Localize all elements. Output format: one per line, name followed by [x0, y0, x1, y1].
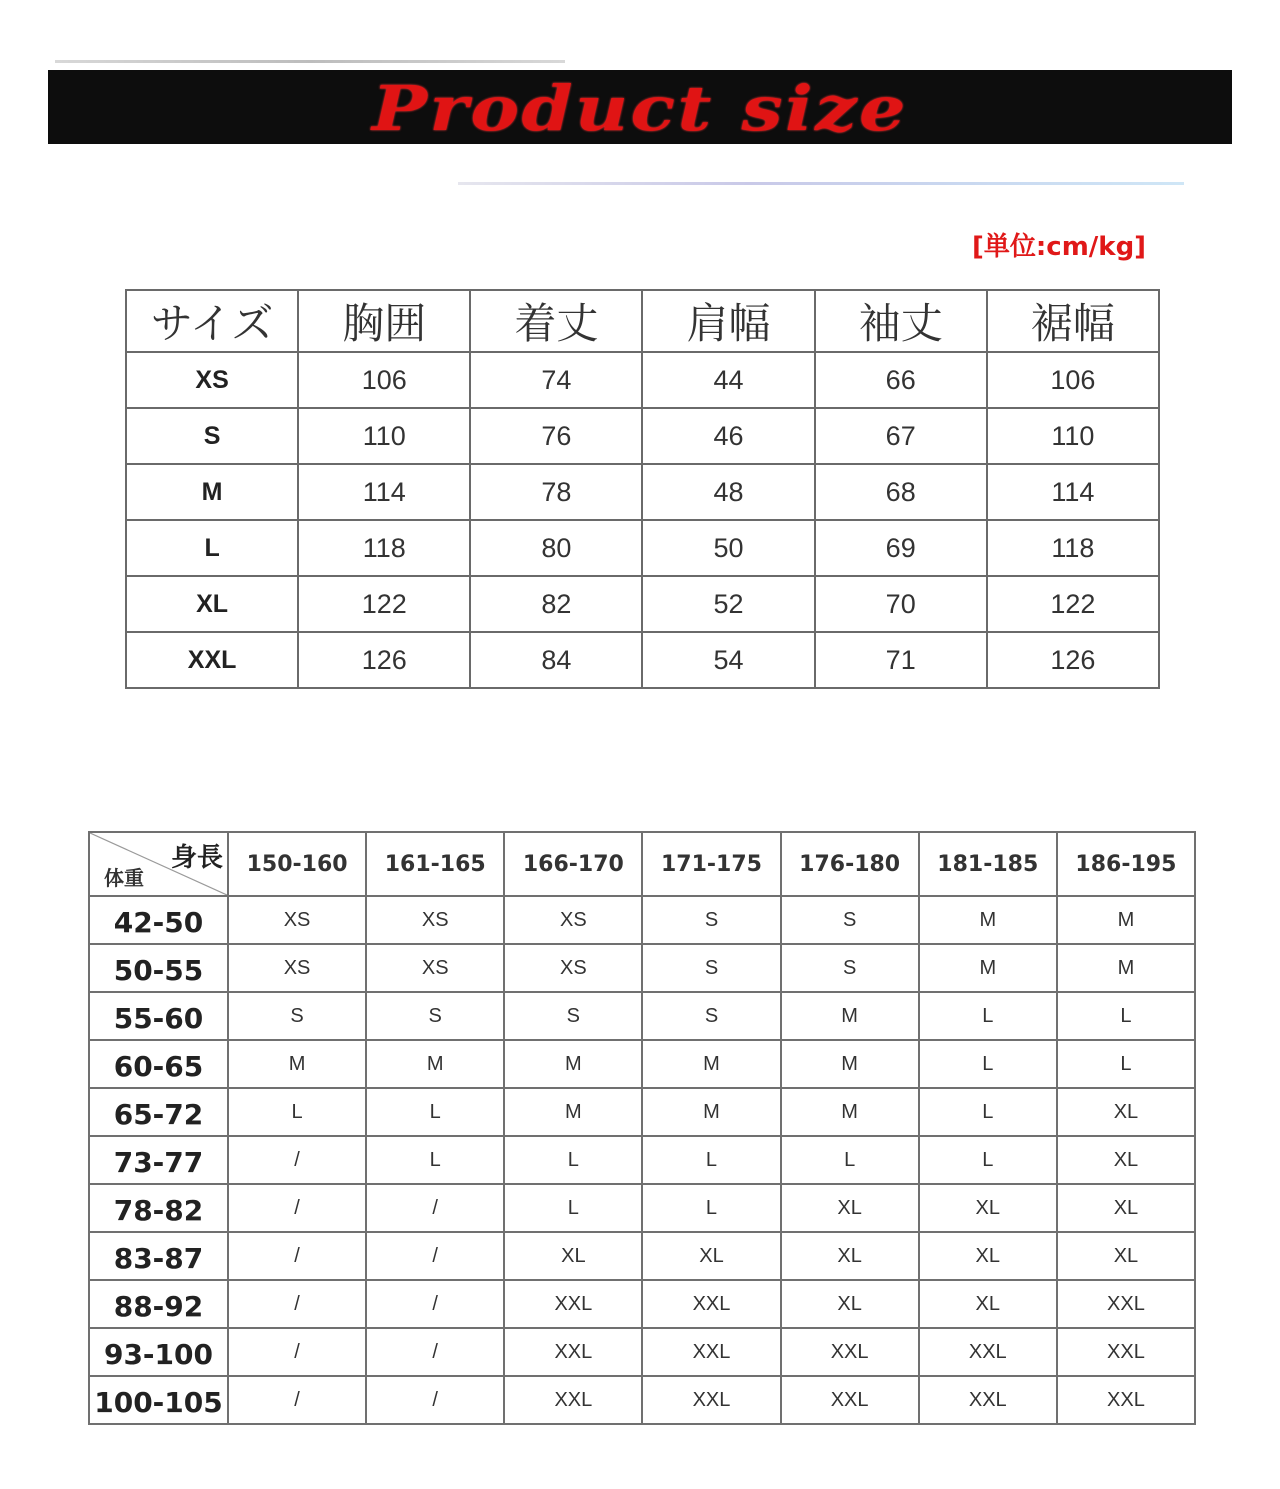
recommended-size-cell: L — [1057, 1040, 1195, 1088]
fit-table-row — [89, 1232, 1195, 1280]
recommended-size-cell: XXL — [781, 1376, 919, 1424]
fit-table-row — [89, 1088, 1195, 1136]
recommended-size-cell: XL — [781, 1280, 919, 1328]
header-sleeve: 袖丈 — [815, 290, 987, 352]
measurement-cell: 126 — [298, 632, 470, 688]
measurement-cell: 114 — [987, 464, 1159, 520]
recommended-size-cell: S — [642, 944, 780, 992]
fit-table-row — [89, 992, 1195, 1040]
corner-cell — [89, 832, 228, 896]
measurement-cell: 74 — [470, 352, 642, 408]
measurement-cell: 80 — [470, 520, 642, 576]
header-length: 着丈 — [470, 290, 642, 352]
recommended-size-cell: XXL — [642, 1280, 780, 1328]
recommended-size-cell: M — [1057, 896, 1195, 944]
measurement-cell: 78 — [470, 464, 642, 520]
recommended-size-cell: L — [366, 1088, 504, 1136]
recommended-size-cell: XL — [504, 1232, 642, 1280]
corner-weight-label: 体重 — [104, 866, 144, 890]
top-divider-line — [55, 60, 565, 63]
recommended-size-cell: XS — [228, 896, 366, 944]
height-range-header: 186-195 — [1057, 832, 1195, 896]
product-size-banner — [48, 70, 1232, 144]
measurement-cell: 46 — [642, 408, 814, 464]
measurement-cell: 70 — [815, 576, 987, 632]
height-range-header: 161-165 — [366, 832, 504, 896]
measurement-cell: 68 — [815, 464, 987, 520]
weight-range-cell: 65-72 — [89, 1088, 228, 1136]
recommended-size-cell: M — [781, 1088, 919, 1136]
recommended-size-cell: XXL — [642, 1328, 780, 1376]
recommended-size-cell: XXL — [504, 1280, 642, 1328]
fit-table-row — [89, 944, 1195, 992]
measurement-cell: 114 — [298, 464, 470, 520]
header-hem: 裾幅 — [987, 290, 1159, 352]
weight-range-cell: 73-77 — [89, 1136, 228, 1184]
weight-range-cell: 55-60 — [89, 992, 228, 1040]
measurement-cell: 84 — [470, 632, 642, 688]
recommended-size-cell: M — [1057, 944, 1195, 992]
recommended-size-cell: XL — [1057, 1136, 1195, 1184]
recommended-size-cell: / — [228, 1328, 366, 1376]
recommended-size-cell: XXL — [504, 1328, 642, 1376]
measurement-cell: 54 — [642, 632, 814, 688]
fit-table-row — [89, 1136, 1195, 1184]
size-table-row — [126, 576, 1159, 632]
measurement-cell: 66 — [815, 352, 987, 408]
recommended-size-cell: M — [504, 1088, 642, 1136]
recommended-size-cell: M — [642, 1088, 780, 1136]
recommended-size-cell: L — [504, 1136, 642, 1184]
recommended-size-cell: / — [228, 1232, 366, 1280]
recommended-size-cell: L — [642, 1184, 780, 1232]
recommended-size-cell: XXL — [781, 1328, 919, 1376]
measurement-cell: 52 — [642, 576, 814, 632]
weight-range-cell: 50-55 — [89, 944, 228, 992]
height-range-header: 176-180 — [781, 832, 919, 896]
recommended-size-cell: / — [366, 1184, 504, 1232]
recommended-size-cell: XS — [366, 944, 504, 992]
recommended-size-cell: S — [504, 992, 642, 1040]
recommended-size-cell: XXL — [919, 1376, 1057, 1424]
recommended-size-cell: / — [366, 1328, 504, 1376]
fit-table-row — [89, 1280, 1195, 1328]
recommended-size-cell: L — [228, 1088, 366, 1136]
weight-range-cell: 42-50 — [89, 896, 228, 944]
size-label-cell: XXL — [126, 632, 298, 688]
size-table-row — [126, 632, 1159, 688]
recommended-size-cell: M — [781, 992, 919, 1040]
recommended-size-cell: XS — [228, 944, 366, 992]
size-table-header-row — [126, 290, 1159, 352]
measurement-cell: 118 — [298, 520, 470, 576]
fit-guide-table — [88, 831, 1196, 1425]
recommended-size-cell: L — [919, 1088, 1057, 1136]
size-label-cell: XS — [126, 352, 298, 408]
header-size: サイズ — [126, 290, 298, 352]
recommended-size-cell: / — [228, 1280, 366, 1328]
fit-table-header-row — [89, 832, 1195, 896]
measurement-cell: 76 — [470, 408, 642, 464]
measurement-cell: 48 — [642, 464, 814, 520]
fit-table-row — [89, 896, 1195, 944]
weight-range-cell: 83-87 — [89, 1232, 228, 1280]
weight-range-cell: 78-82 — [89, 1184, 228, 1232]
recommended-size-cell: XS — [504, 896, 642, 944]
recommended-size-cell: XXL — [1057, 1376, 1195, 1424]
recommended-size-cell: S — [781, 944, 919, 992]
recommended-size-cell: / — [228, 1376, 366, 1424]
recommended-size-cell: S — [366, 992, 504, 1040]
weight-range-cell: 60-65 — [89, 1040, 228, 1088]
height-range-header: 171-175 — [642, 832, 780, 896]
recommended-size-cell: XL — [1057, 1088, 1195, 1136]
measurement-cell: 71 — [815, 632, 987, 688]
size-table-row — [126, 520, 1159, 576]
recommended-size-cell: M — [919, 944, 1057, 992]
recommended-size-cell: L — [1057, 992, 1195, 1040]
recommended-size-cell: M — [919, 896, 1057, 944]
recommended-size-cell: M — [504, 1040, 642, 1088]
recommended-size-cell: L — [781, 1136, 919, 1184]
size-measurement-table — [125, 289, 1160, 689]
recommended-size-cell: XXL — [504, 1376, 642, 1424]
measurement-cell: 82 — [470, 576, 642, 632]
recommended-size-cell: L — [919, 992, 1057, 1040]
corner-height-label: 身長 — [170, 843, 223, 873]
recommended-size-cell: / — [366, 1280, 504, 1328]
recommended-size-cell: L — [504, 1184, 642, 1232]
fit-table-row — [89, 1040, 1195, 1088]
recommended-size-cell: S — [642, 896, 780, 944]
recommended-size-cell: M — [228, 1040, 366, 1088]
recommended-size-cell: XL — [1057, 1232, 1195, 1280]
recommended-size-cell: L — [366, 1136, 504, 1184]
height-range-header: 150-160 — [228, 832, 366, 896]
recommended-size-cell: M — [366, 1040, 504, 1088]
measurement-cell: 44 — [642, 352, 814, 408]
size-label-cell: XL — [126, 576, 298, 632]
measurement-cell: 106 — [987, 352, 1159, 408]
fit-table-row — [89, 1376, 1195, 1424]
recommended-size-cell: S — [781, 896, 919, 944]
recommended-size-cell: XS — [366, 896, 504, 944]
recommended-size-cell: XL — [919, 1232, 1057, 1280]
recommended-size-cell: XXL — [1057, 1328, 1195, 1376]
weight-range-cell: 93-100 — [89, 1328, 228, 1376]
recommended-size-cell: XL — [642, 1232, 780, 1280]
recommended-size-cell: XXL — [1057, 1280, 1195, 1328]
header-shoulder: 肩幅 — [642, 290, 814, 352]
size-table-row — [126, 352, 1159, 408]
height-range-header: 166-170 — [504, 832, 642, 896]
measurement-cell: 110 — [298, 408, 470, 464]
unit-label: [単位:cm/kg] — [972, 232, 1147, 262]
recommended-size-cell: XL — [1057, 1184, 1195, 1232]
measurement-cell: 106 — [298, 352, 470, 408]
size-table-row — [126, 464, 1159, 520]
measurement-cell: 122 — [987, 576, 1159, 632]
recommended-size-cell: / — [366, 1376, 504, 1424]
recommended-size-cell: S — [228, 992, 366, 1040]
recommended-size-cell: XL — [919, 1280, 1057, 1328]
fit-table-row — [89, 1328, 1195, 1376]
recommended-size-cell: / — [366, 1232, 504, 1280]
measurement-cell: 110 — [987, 408, 1159, 464]
measurement-cell: 50 — [642, 520, 814, 576]
size-table-row — [126, 408, 1159, 464]
recommended-size-cell: L — [919, 1040, 1057, 1088]
weight-range-cell: 88-92 — [89, 1280, 228, 1328]
measurement-cell: 126 — [987, 632, 1159, 688]
recommended-size-cell: XL — [919, 1184, 1057, 1232]
recommended-size-cell: XXL — [919, 1328, 1057, 1376]
banner-underline — [458, 182, 1184, 185]
recommended-size-cell: XS — [504, 944, 642, 992]
recommended-size-cell: M — [781, 1040, 919, 1088]
measurement-cell: 122 — [298, 576, 470, 632]
recommended-size-cell: L — [642, 1136, 780, 1184]
banner-title: Product size — [372, 72, 908, 144]
recommended-size-cell: L — [919, 1136, 1057, 1184]
recommended-size-cell: M — [642, 1040, 780, 1088]
weight-range-cell: 100-105 — [89, 1376, 228, 1424]
fit-table-row — [89, 1184, 1195, 1232]
header-chest: 胸囲 — [298, 290, 470, 352]
measurement-cell: 118 — [987, 520, 1159, 576]
size-label-cell: M — [126, 464, 298, 520]
recommended-size-cell: XXL — [642, 1376, 780, 1424]
measurement-cell: 69 — [815, 520, 987, 576]
recommended-size-cell: XL — [781, 1184, 919, 1232]
recommended-size-cell: / — [228, 1136, 366, 1184]
height-range-header: 181-185 — [919, 832, 1057, 896]
recommended-size-cell: S — [642, 992, 780, 1040]
size-label-cell: L — [126, 520, 298, 576]
recommended-size-cell: / — [228, 1184, 366, 1232]
measurement-cell: 67 — [815, 408, 987, 464]
recommended-size-cell: XL — [781, 1232, 919, 1280]
size-label-cell: S — [126, 408, 298, 464]
